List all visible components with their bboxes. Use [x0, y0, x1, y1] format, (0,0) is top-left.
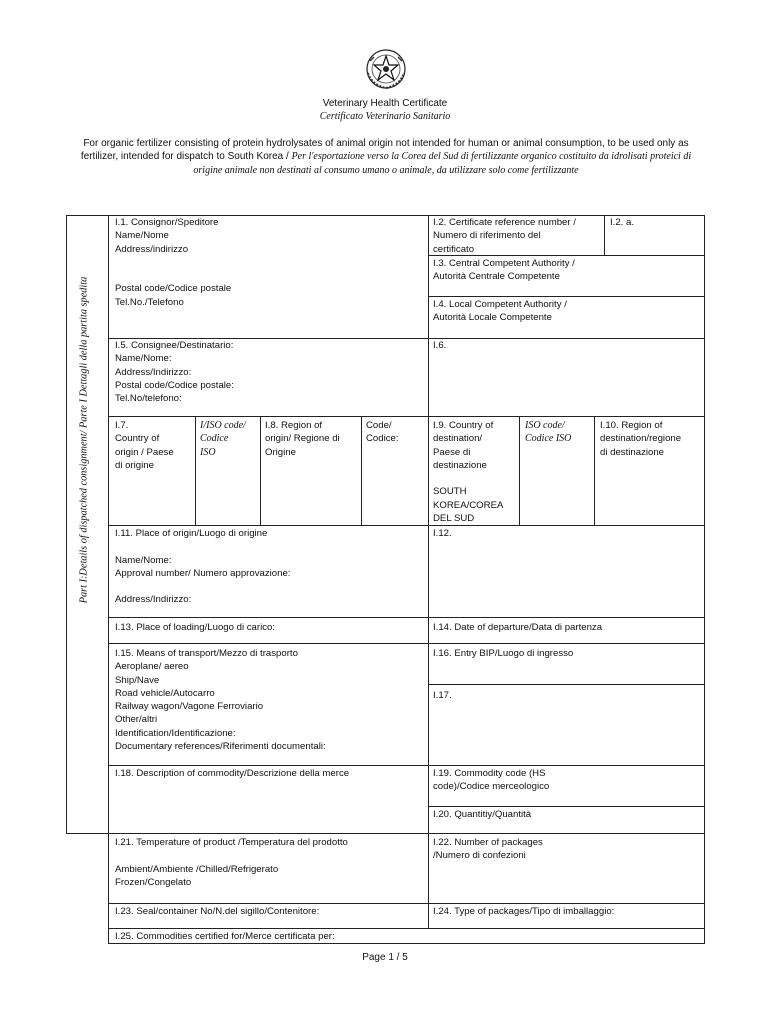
part-one-side-label: Part I:Details of dispatched consignment/ Parte I Dettagli della partita spedita	[78, 276, 90, 604]
field-i5-consignee: I.5. Consignee/Destinatario: Name/Nome: Address/Indirizzo: Postal code/Codice postale: Tel.No/telefono:	[115, 340, 234, 405]
certificate-subtitle: Certificato Veterinario Sanitario	[319, 111, 451, 122]
field-i23-seal-container: I.23. Seal/container No/N.del sigillo/Contenitore:	[115, 906, 320, 917]
field-i18-description-of-commodity: I.18. Description of commodity/Descrizione della merce	[115, 768, 350, 779]
intro-english: For organic fertilizer consisting of protein hydrolysates of animal origin not intended for human or animal consumption, to be used only as fertilizer, intended for dispatch to South Korea /	[80, 138, 689, 163]
field-i14-date-of-departure: I.14. Date of departure/Data di partenza	[433, 622, 603, 633]
field-i9-iso-code: ISO code/ Codice ISO	[525, 420, 572, 445]
field-i25-commodities-certified-for: I.25. Commodities certified for/Merce certificata per:	[115, 931, 335, 942]
field-i15-means-of-transport: I.15. Means of transport/Mezzo di trasporto Aeroplane/ aereo Ship/Nave Road vehicle/Autocarro Railway wagon/Vagone Ferroviario Other/altri Identification/Identificazione: Documentary references/Riferimenti documentali:	[115, 648, 326, 753]
field-i11-place-of-origin: I.11. Place of origin/Luogo di origine Name/Nome: Approval number/ Numero approvazione: Address/Indirizzo:	[115, 528, 291, 606]
field-i2-reference-number: I.2. Certificate reference number / Numero di riferimento del certificato	[433, 217, 576, 255]
field-i10-region-of-destination: I.10. Region of destination/regione di destinazione	[600, 420, 682, 458]
field-i17: I.17.	[433, 690, 452, 701]
field-i3-central-authority: I.3. Central Competent Authority / Autorità Centrale Competente	[433, 258, 575, 283]
italian-republic-emblem-icon	[364, 47, 408, 91]
field-i13-place-of-loading: I.13. Place of loading/Luogo di carico:	[115, 622, 276, 633]
field-i16-entry-bip: I.16. Entry BIP/Luogo di ingresso	[433, 648, 574, 659]
field-i21-temperature: I.21. Temperature of product /Temperatura del prodotto Ambient/Ambiente /Chilled/Refrigerato Frozen/Congelato	[115, 837, 348, 888]
field-i7-country-of-origin: I.7. Country of origin / Paese di origine	[115, 420, 174, 471]
certificate-title: Veterinary Health Certificate	[322, 98, 448, 109]
field-i12: I.12.	[433, 528, 452, 539]
field-i7-iso-code: I/ISO code/ Codice ISO	[200, 420, 246, 458]
field-i8-code: Code/ Codice:	[366, 420, 399, 445]
field-i1-consignor: I.1. Consignor/Speditore Name/Nome Address/indirizzo Postal code/Codice postale Tel.No./Telefono	[115, 217, 232, 308]
field-i9-country-of-destination: I.9. Country of destination/ Paese di destinazione SOUTH KOREA/COREA DEL SUD	[433, 420, 504, 525]
intro-text	[70, 137, 702, 177]
field-i2a: I.2. a.	[610, 217, 634, 228]
field-i22-number-of-packages: I.22. Number of packages /Numero di confezioni	[433, 837, 543, 862]
intro-italian: Per l'esportazione verso la Corea del Sud di fertilizzante organico costituito da idrolisati proteici di origine animale non destinati al consumo umano o animale, da utilizzare solo come fertilizzante	[193, 151, 692, 176]
field-i20-quantity: I.20. Quantitiy/Quantità	[433, 809, 532, 820]
field-i19-commodity-code: I.19. Commodity code (HS code)/Codice merceologico	[433, 768, 550, 793]
field-i6: I.6.	[433, 340, 447, 351]
field-i8-region-of-origin: I.8. Region of origin/ Regione di Origine	[265, 420, 340, 458]
field-i24-type-of-packages: I.24. Type of packages/Tipo di imballaggio:	[433, 906, 615, 917]
field-i4-local-authority: I.4. Local Competent Authority / Autorità Locale Competente	[433, 299, 567, 324]
page-number: Page 1 / 5	[362, 952, 408, 963]
